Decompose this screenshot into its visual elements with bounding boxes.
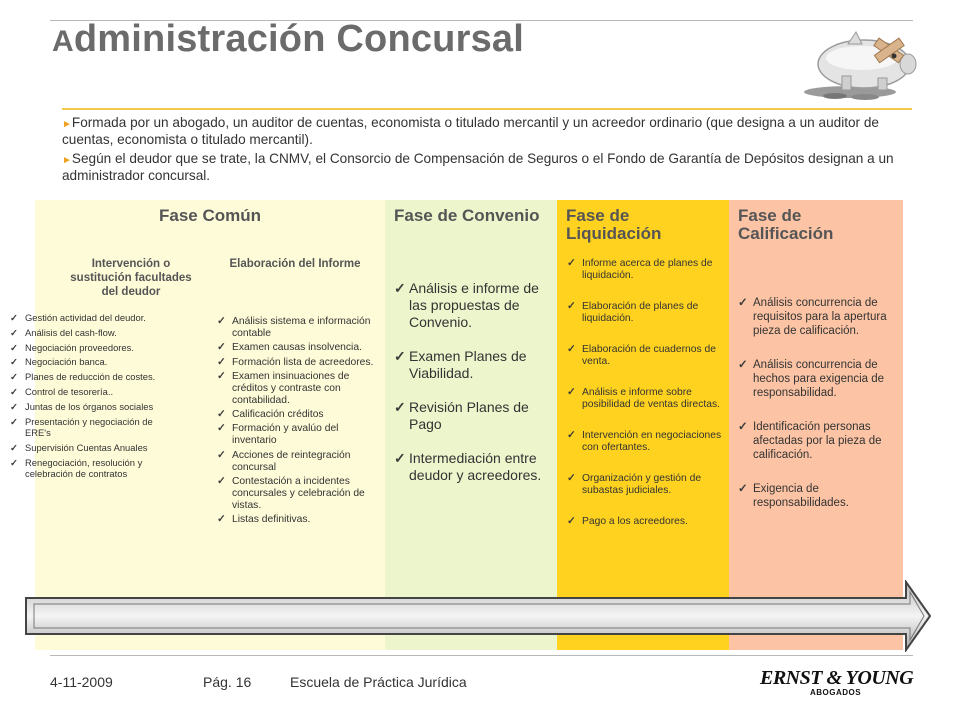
fase-comun-title: Fase Común xyxy=(158,206,262,225)
list-item: ✓ Elaboración de cuadernos de venta. xyxy=(567,344,727,367)
list-item: ✓ Negociación banca. xyxy=(10,356,175,368)
list-item: ✓ Contestación a incidentes concursales y celebración de vistas. xyxy=(217,476,377,512)
list-item: ✓ Acciones de reintegración concursal xyxy=(217,450,377,474)
list-item: ✓ Examen insinuaciones de créditos y contraste con contabilidad. xyxy=(217,371,377,407)
logo-brand: ERNST & YOUNG xyxy=(760,667,914,689)
list-item: ✓ Examen Planes de Viabilidad. xyxy=(394,348,549,382)
piggy-bank-bandaged-icon xyxy=(790,26,940,102)
intro-bullets xyxy=(62,115,922,187)
list-item: ✓ Supervisión Cuentas Anuales xyxy=(10,442,175,454)
list-item: ✓ Renegociación, resolución y celebración de contratos xyxy=(10,457,175,480)
list-item: ✓ Exigencia de responsabilidades. xyxy=(738,482,898,510)
logo-sub: ABOGADOS xyxy=(810,688,862,697)
fase-convenio-title: Fase de Convenio xyxy=(394,206,540,225)
calificacion-list xyxy=(738,296,898,530)
list-item: ✓ Informe acerca de planes de liquidación. xyxy=(567,258,727,281)
list-item: ✓ Control de tesorería.. xyxy=(10,386,175,398)
accent-rule xyxy=(62,108,912,110)
triangle-bullet-icon: ► xyxy=(62,155,72,166)
list-item: ✓ Juntas de los órganos sociales xyxy=(10,401,175,413)
footer-date: 4-11-2009 xyxy=(50,674,113,690)
list-item: ✓ Formación lista de acreedores. xyxy=(217,357,377,369)
process-arrow xyxy=(24,580,934,657)
list-item: ✓ Identificación personas afectadas por la pieza de calificación. xyxy=(738,420,898,462)
list-item: ✓ Intervención en negociaciones con ofertantes. xyxy=(567,430,727,453)
fase-calificacion-title: Fase de Calificación xyxy=(738,206,834,243)
fase-liquidacion-title: Fase de Liquidación xyxy=(566,206,662,243)
list-item: ✓ Análisis concurrencia de requisitos para la apertura pieza de calificación. xyxy=(738,296,898,338)
intro-bullet: ►Según el deudor que se trate, la CNMV, el Consorcio de Compensación de Seguros o el Fondo de Garantía de Depósitos designan a un administrador concursal. xyxy=(62,151,894,183)
liquidacion-list xyxy=(567,258,727,548)
list-item: ✓ Formación y avalúo del inventario xyxy=(217,423,377,447)
list-item: ✓ Elaboración de planes de liquidación. xyxy=(567,301,727,324)
ernst-young-logo xyxy=(760,668,920,697)
footer-page: Pág. 16 xyxy=(203,674,252,690)
list-item: ✓ Intermediación entre deudor y acreedores. xyxy=(394,450,549,484)
list-item: ✓ Revisión Planes de Pago xyxy=(394,399,549,433)
list-item: ✓ Organización y gestión de subastas judiciales. xyxy=(567,473,727,496)
list-item: ✓ Examen causas insolvencia. xyxy=(217,342,377,354)
intro-bullet: ►Formada por un abogado, un auditor de cuentas, economista o titulado mercantil y un acreedor ordinario (que designa a un auditor de cuentas, economista o titulado mercantil). xyxy=(62,115,879,147)
list-item: ✓ Negociación proveedores. xyxy=(10,342,175,354)
list-item: ✓ Planes de reducción de costes. xyxy=(10,371,175,383)
footer-school: Escuela de Práctica Jurídica xyxy=(290,674,467,690)
list-item: ✓ Gestión actividad del deudor. xyxy=(10,312,175,324)
elaboracion-list xyxy=(217,316,377,529)
list-item: ✓ Listas definitivas. xyxy=(217,514,377,526)
list-item: ✓ Análisis e informe sobre posibilidad de ventas directas. xyxy=(567,387,727,410)
convenio-list xyxy=(394,280,549,501)
list-item: ✓ Análisis e informe de las propuestas de Convenio. xyxy=(394,280,549,331)
page-title: Administración Concursal xyxy=(52,18,525,60)
list-item: ✓ Análisis del cash-flow. xyxy=(10,327,175,339)
list-item: ✓ Análisis sistema e información contable xyxy=(217,316,377,340)
elaboracion-subtitle: Elaboración del Informe xyxy=(229,258,361,270)
intervencion-subtitle: Intervención o sustitución facultades del deudor xyxy=(70,258,192,298)
triangle-bullet-icon: ► xyxy=(62,119,72,130)
list-item: ✓ Análisis concurrencia de hechos para exigencia de responsabilidad. xyxy=(738,358,898,400)
list-item: ✓ Presentación y negociación de ERE's xyxy=(10,416,175,439)
list-item: ✓ Calificación créditos xyxy=(217,409,377,421)
bottom-rule xyxy=(50,655,913,656)
list-item: ✓ Pago a los acreedores. xyxy=(567,516,727,528)
intervencion-list xyxy=(10,312,175,483)
